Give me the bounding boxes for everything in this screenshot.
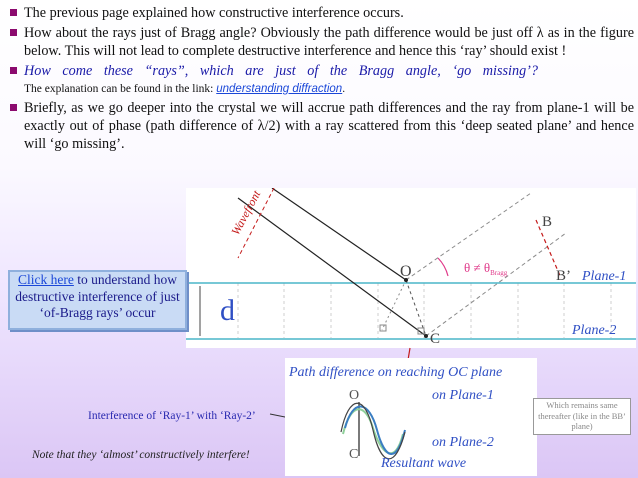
bullet-4 [6, 99, 634, 153]
incident-ray-2 [238, 198, 426, 336]
subtext-suffix: . [342, 83, 346, 95]
click-here-link[interactable]: Click here [18, 272, 74, 287]
outgoing-ray-2 [426, 233, 566, 336]
bullet-1 [6, 4, 634, 22]
remains-same-box: Which remains same thereafter (like in the BB’ plane) [533, 398, 631, 435]
subtext-prefix: The explanation can be found in the link: [24, 83, 214, 95]
wave-title: Path difference on reaching OC plane [289, 365, 503, 380]
bullet-3-question: How come these “rays”, which are just of the Bragg angle, ‘go missing’? [24, 63, 538, 79]
incident-ray-1 [272, 188, 406, 280]
bullet-3 [6, 62, 634, 96]
plane-1-label: Plane-1 [582, 269, 627, 284]
interference-label: Interference of ‘Ray-1’ with ‘Ray-2’ [88, 410, 256, 422]
bullet-square-icon [10, 67, 17, 74]
plane-2-label: Plane-2 [572, 323, 617, 338]
theta-arc [438, 258, 448, 276]
perpendicular-line [382, 280, 406, 330]
bullet-4-text: Briefly, as we go deeper into the crystal we will accrue path differences and the ray from plane-1 will be exactly out of phase (path difference of λ/2) with a ray scattered from this ‘deep seated plane’ and hence will ‘go missing’. [24, 100, 634, 152]
understanding-diffraction-link[interactable]: understanding diffraction [216, 83, 343, 95]
bragg-diagram [186, 188, 636, 348]
d-label: d [220, 294, 235, 327]
bullet-2 [6, 24, 634, 60]
bullet-square-icon [10, 9, 17, 16]
right-angle-marker [380, 325, 386, 331]
wave-on-plane-2: on Plane-2 [432, 435, 494, 450]
bragg-figure [186, 188, 636, 348]
wave-resultant-label: Resultant wave [381, 456, 467, 471]
bullet-1-text: The previous page explained how constructive interference occurs. [24, 5, 404, 21]
point-o-label: O [400, 263, 412, 280]
point-c [424, 334, 428, 338]
wave-point-o: O [349, 388, 360, 403]
bullet-square-icon [10, 29, 17, 36]
click-here-box[interactable] [8, 270, 187, 330]
bullet-3-subtext [24, 82, 634, 96]
click-here-text: to understand how destructive interference of just ‘of-Bragg rays’ occur [15, 272, 180, 320]
bullet-2-text: How about the rays just of Bragg angle? Obviously the path difference would be just off λ as in the figure below. This will not lead to complete destructive interference and hence this ‘ray’ should exist ! [24, 25, 634, 59]
wavefront-label: Wavefront [228, 188, 264, 238]
theta-label: $\theta \ne \theta_{Bragg}$ [464, 260, 508, 277]
note-text: Note that they ‘almost’ constructively interfere! [32, 449, 250, 461]
point-b-label: B [542, 214, 553, 230]
wave-on-plane-1: on Plane-1 [432, 388, 494, 403]
bullet-list [6, 4, 634, 153]
bullet-square-icon [10, 104, 17, 111]
point-c-label: C [430, 331, 441, 347]
wave-point-c: C [349, 447, 359, 462]
point-b-prime-label: B’ [556, 268, 571, 284]
